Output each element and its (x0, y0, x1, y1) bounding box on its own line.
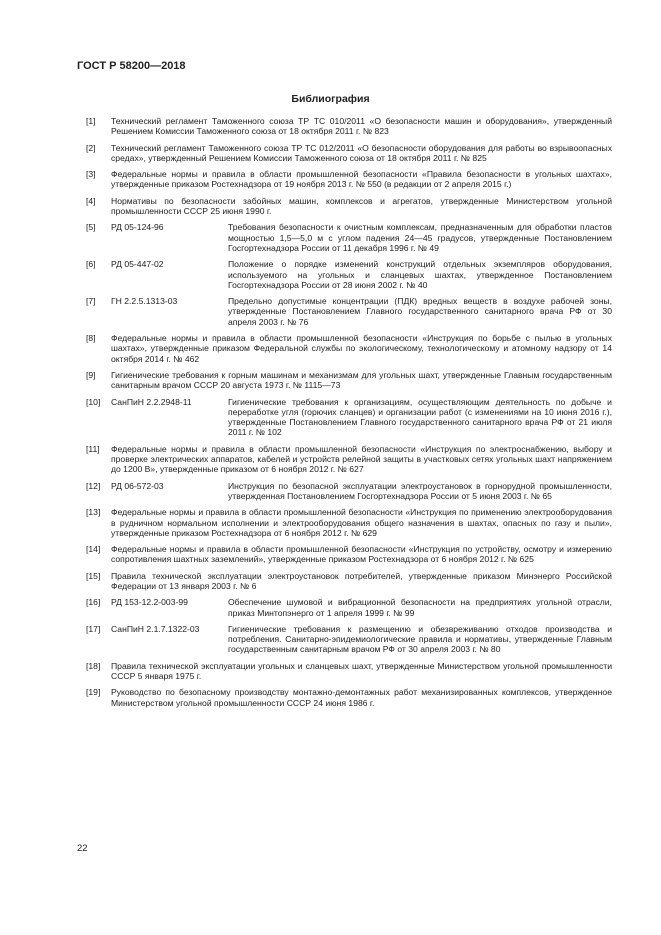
reference-number: [8] (86, 333, 96, 344)
reference-code: РД 06-572-03 (111, 480, 164, 491)
reference-code: ГН 2.2.5.1313-03 (111, 296, 178, 307)
reference-item (86, 333, 612, 364)
reference-item (86, 169, 612, 190)
reference-text: Гигиенические требования к горным машинам и механизмам для угольных шахт, утвержденные Главным государственным санитарным врачом СССР 20 августа 1973 г. № 1115—73 (111, 369, 612, 391)
standard-code: ГОСТ Р 58200—2018 (77, 60, 186, 72)
reference-text: Федеральные нормы и правила в области промышленной безопасности «Инструкция по применению электрооборудования в рудничном нормальном исполнении и электрооборудования общего назначения в шахтах, опасных по газу и пыли», утвержденные приказом Ростехнадзора от 6 ноября 2012 г. № 629 (111, 507, 612, 538)
reference-number: [9] (86, 369, 96, 380)
reference-item (86, 370, 612, 391)
reference-item (86, 571, 612, 592)
reference-item (86, 222, 612, 253)
reference-item (86, 624, 612, 655)
reference-number: [1] (86, 116, 96, 126)
reference-text: Гигиенические требования к размещению и обезвреживанию отходов производства и потребления. Санитарно-эпидемиологические правила и нормативы, утвержденные Главным государственным санитарным врачом РФ от 30 апреля 2003 г. № 80 (228, 623, 612, 655)
reference-text: Нормативы по безопасности забойных машин, комплексов и агрегатов, утвержденные Министерством угольной промышленности СССР 25 июня 1990 г. (111, 195, 612, 217)
reference-number: [15] (86, 570, 101, 581)
reference-number: [2] (86, 142, 96, 153)
reference-item (86, 196, 612, 217)
reference-item (86, 507, 612, 538)
reference-item (86, 597, 612, 618)
reference-number: [14] (86, 544, 101, 555)
reference-text: Предельно допустимые концентрации (ПДК) вредных веществ в воздухе рабочей зоны, утвержденные Постановлением Главного государственного санитарного врача РФ от 30 апреля 2003 г. № 76 (228, 296, 612, 327)
reference-item (86, 397, 612, 438)
reference-text: Технический регламент Таможенного союза ТР ТС 012/2011 «О безопасности оборудования для работы во взрывоопасных средах», утвержденный Решением Комиссии Таможенного союза от 18 октября 2011 г. № 825 (111, 142, 612, 163)
reference-number: [16] (86, 597, 101, 608)
reference-text: Руководство по безопасному производству монтажно-демонтажных работ механизированных комплексов, утвержденное Министерством угольной промышленности СССР 24 июня 1986 г. (111, 687, 612, 708)
reference-number: [7] (86, 296, 96, 307)
reference-number: [18] (86, 660, 101, 671)
reference-item (86, 481, 612, 502)
reference-text: Гигиенические требования к организациям, осуществляющим деятельность по добыче и переработке угля (горючих сланцев) и организации работ (с изменениями на 10 июня 2016 г.), утвержденные Постановлением Главного государственного санитарного врача РФ от 21 июля 2011 г. № 102 (228, 396, 612, 438)
reference-text: Технический регламент Таможенного союза ТР ТС 010/2011 «О безопасности машин и оборудования», утвержденный Решением Комиссии Таможенного союза от 18 октября 2011 г. № 823 (111, 116, 612, 137)
reference-number: [10] (86, 396, 101, 407)
bibliography-title: Библиография (291, 93, 370, 105)
reference-number: [17] (86, 623, 101, 634)
reference-text: Обеспечение шумовой и вибрационной безопасности на предприятиях угольной отрасли, приказ Минтопэнерго от 1 апреля 1999 г. № 99 (228, 597, 612, 618)
reference-text: Федеральные нормы и правила в области промышленной безопасности «Инструкция по устройству, осмотру и измерению сопротивления шахтных заземлений», утвержденные приказом Ростехнадзора от 6 ноября 2012 г. № 625 (111, 544, 612, 565)
reference-item (86, 296, 612, 327)
reference-number: [5] (86, 222, 96, 233)
reference-text: Инструкция по безопасной эксплуатации электроустановок в горнорудной промышленности, утвержденная Постановлением Госгортехнадзора России от 5 июня 2003 г. № 65 (228, 480, 612, 501)
reference-item (86, 116, 612, 137)
reference-item (86, 259, 612, 290)
reference-text: Правила технической эксплуатации электроустановок потребителей, утвержденные приказом Минэнерго Российской Федерации от 13 января 2003 г. № 6 (111, 570, 612, 591)
references-list (86, 116, 612, 714)
reference-number: [12] (86, 480, 101, 491)
reference-text: Федеральные нормы и правила в области промышленной безопасности «Инструкция по борьбе с пылью в угольных шахтах», утвержденные приказом Федеральной службы по экологическому, технологическому и атомному надзору от 14 октября 2014 г. № 462 (111, 333, 612, 364)
reference-code: СанПиН 2.2.2948-11 (111, 396, 192, 407)
reference-text: Федеральные нормы и правила в области промышленной безопасности «Правила безопасности в угольных шахтах», утвержденные приказом Ростехнадзора от 19 ноября 2013 г. № 550 (в редакции от 2 апреля 2015 г.) (111, 169, 612, 190)
reference-number: [4] (86, 195, 96, 206)
page-number: 22 (77, 843, 88, 854)
reference-item (86, 444, 612, 475)
reference-text: Положение о порядке изменений конструкций отдельных экземпляров оборудования, используемого на угольных и сланцевых шахтах, утвержденное Постановлением Госгортехнадзора России от 28 июня 2002 г. № 40 (228, 259, 612, 290)
reference-number: [13] (86, 507, 101, 518)
reference-item (86, 143, 612, 164)
reference-text: Требования безопасности к очистным комплексам, предназначенным для обработки пластов мощностью 1,5—5,0 м с углом падения 24—45 градусов, утвержденные Постановлением Госгортехнадзора России от 11 декабря 1996 г. № 49 (228, 222, 612, 253)
reference-number: [3] (86, 169, 96, 180)
reference-code: РД 05-447-02 (111, 259, 164, 270)
reference-code: РД 05-124-96 (111, 222, 164, 233)
reference-number: [19] (86, 687, 101, 698)
reference-code: РД 153-12.2-003-99 (111, 597, 188, 608)
reference-number: [11] (86, 443, 100, 454)
reference-item (86, 661, 612, 682)
reference-text: Федеральные нормы и правила в области промышленной безопасности «Инструкция по электроснабжению, выбору и проверке электрических аппаратов, кабелей и устройств релейной защиты в участковых сетях угольных шахт напряжением до 1200 В», утвержденные приказом от 6 ноября 2012 г. № 627 (111, 443, 612, 475)
reference-code: СанПиН 2.1.7.1322-03 (111, 623, 200, 634)
reference-number: [6] (86, 259, 96, 270)
reference-text: Правила технической эксплуатации угольных и сланцевых шахт, утвержденные Министерством угольной промышленности СССР 5 января 1975 г. (111, 660, 612, 682)
reference-item (86, 544, 612, 565)
reference-item (86, 687, 612, 708)
